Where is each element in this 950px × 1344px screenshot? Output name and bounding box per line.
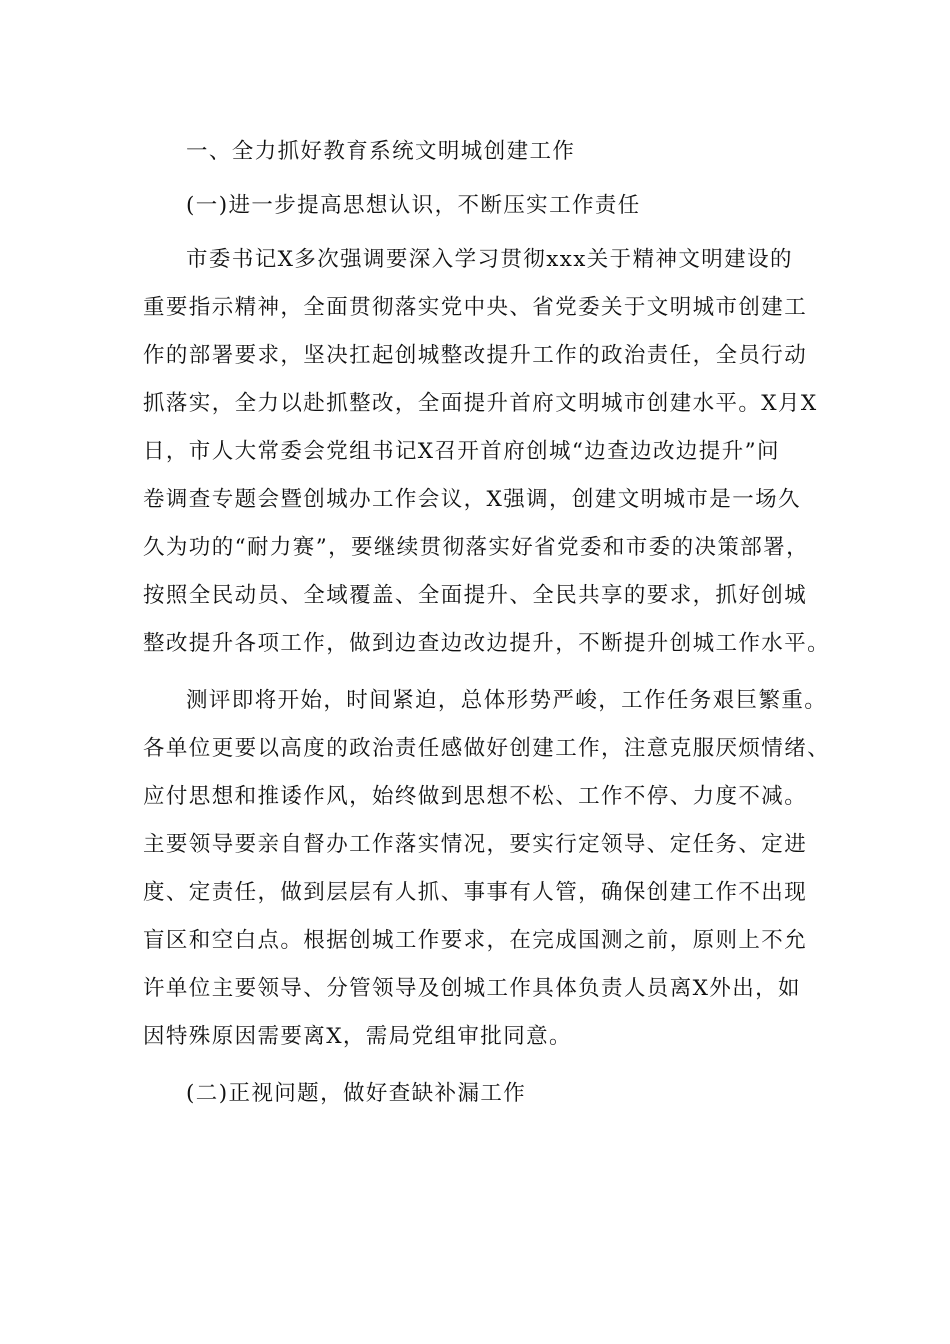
paragraph-line: 因特殊原因需要离X，需局党组审批同意。 xyxy=(143,1024,572,1049)
paragraph-line: 整改提升各项工作，做到边查边改边提升，不断提升创城工作水平。 xyxy=(143,631,831,656)
paragraph-line: 主要领导要亲自督办工作落实情况，要实行定领导、定任务、定进 xyxy=(143,832,808,857)
paragraph-spacer xyxy=(143,1061,807,1070)
paragraph-line: 重要指示精神，全面贯彻落实党中央、省党委关于文明城市创建工 xyxy=(143,295,808,320)
paragraph-line: 抓落实，全力以赴抓整改，全面提升首府文明城市创建水平。X月X xyxy=(143,391,818,416)
paragraph-1 xyxy=(143,236,831,668)
paragraph-line: 按照全民动员、全域覆盖、全面提升、全民共享的要求，抓好创城 xyxy=(143,583,808,608)
paragraph-line: 作的部署要求，坚决扛起创城整改提升工作的政治责任，全员行动 xyxy=(143,343,808,368)
paragraph-spacer xyxy=(143,668,807,677)
paragraph-line: 卷调查专题会暨创城办工作会议，X强调，创建文明城市是一场久 xyxy=(143,487,801,512)
paragraph-2 xyxy=(143,677,831,1061)
paragraph-line: 测评即将开始，时间紧迫，总体形势严峻，工作任务艰巨繁重。 xyxy=(186,688,828,713)
section-heading-1: 一、全力抓好教育系统文明城创建工作 xyxy=(186,139,576,164)
paragraph-line: 度、定责任，做到层层有人抓、事事有人管，确保创建工作不出现 xyxy=(143,880,808,905)
subsection-heading-2: (二)正视问题，做好查缺补漏工作 xyxy=(186,1081,527,1106)
paragraph-line: 久为功的“耐力赛”，要继续贯彻落实好省党委和市委的决策部署， xyxy=(143,535,809,560)
paragraph-line: 市委书记X多次强调要深入学习贯彻xxx关于精神文明建设的 xyxy=(186,247,793,272)
paragraph-line: 日，市人大常委会党组书记X召开首府创城“边查边改边提升”问 xyxy=(143,439,780,464)
paragraph-line: 许单位主要领导、分管领导及创城工作具体负责人员离X外出，如 xyxy=(143,976,801,1001)
paragraph-line: 各单位更要以高度的政治责任感做好创建工作，注意克服厌烦情绪、 xyxy=(143,736,831,761)
document-body xyxy=(143,128,831,1118)
subsection-heading-1: (一)进一步提高思想认识，不断压实工作责任 xyxy=(186,193,641,218)
paragraph-line: 盲区和空白点。根据创城工作要求，在完成国测之前，原则上不允 xyxy=(143,928,808,953)
paragraph-line: 应付思想和推诿作风，始终做到思想不松、工作不停、力度不减。 xyxy=(143,784,808,809)
